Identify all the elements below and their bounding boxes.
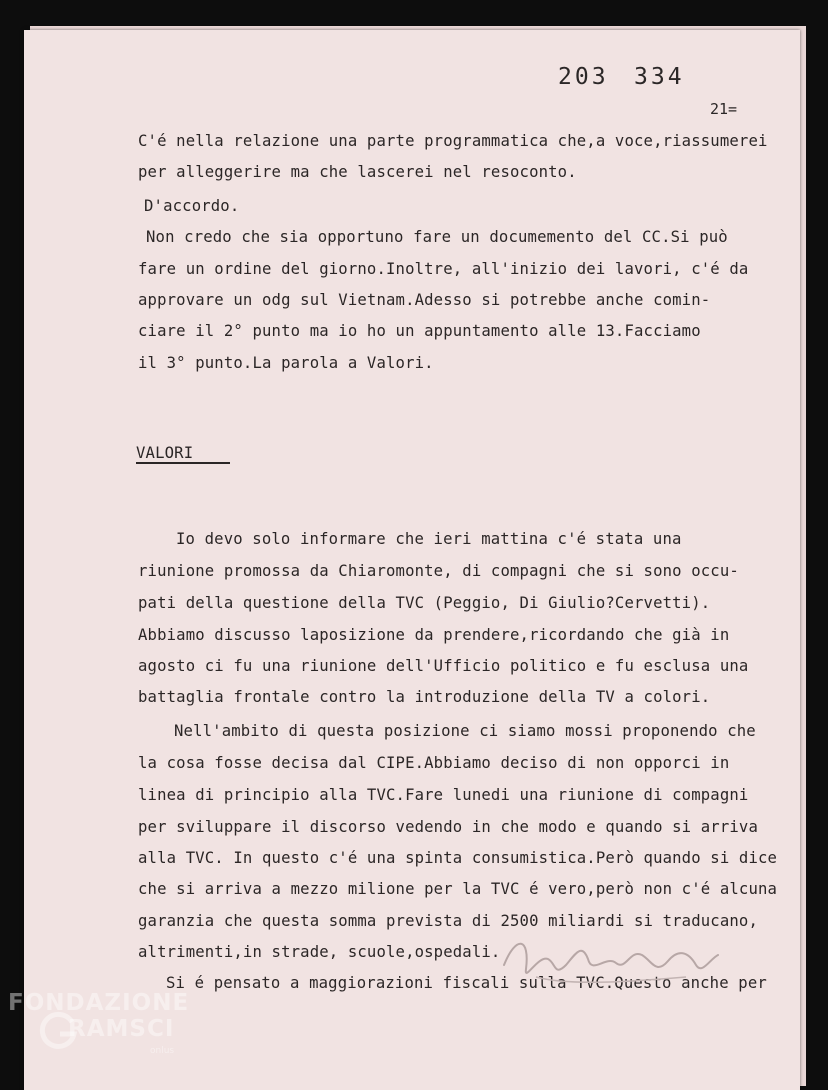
text-line: linea di principio alla TVC.Fare lunedi una riunione di compagni — [138, 786, 749, 804]
text-line: Si é pensato a maggiorazioni fiscali sulla TVC.Questo anche per — [166, 974, 767, 992]
text-line: D'accordo. — [144, 197, 240, 215]
text-line: per alleggerire ma che lascerei nel resoconto. — [138, 163, 577, 181]
speaker-heading: VALORI — [136, 444, 194, 462]
text-line: agosto ci fu una riunione dell'Ufficio politico e fu esclusa una — [138, 657, 749, 675]
text-line: che si arriva a mezzo milione per la TVC é vero,però non c'é alcuna — [138, 880, 778, 898]
text-line: C'é nella relazione una parte programmatica che,a voce,riassumerei — [138, 132, 768, 150]
text-line: riunione promossa da Chiaromonte, di compagni che si sono occu- — [138, 562, 739, 580]
speaker-underline — [136, 462, 230, 464]
text-line: pati della questione della TVC (Peggio, Di Giulio?Cervetti). — [138, 594, 711, 612]
text-line: garanzia che questa somma prevista di 2500 miliardi si traducano, — [138, 912, 758, 930]
watermark-line-2: RAMSCI — [68, 1016, 175, 1042]
text-line: il 3° punto.La parola a Valori. — [138, 354, 434, 372]
text-line: ciare il 2° punto ma io ho un appuntamento alle 13.Facciamo — [138, 322, 701, 340]
signature-scribble — [496, 925, 726, 995]
text-line: altrimenti,in strade, scuole,ospedali. — [138, 943, 501, 961]
text-line: per sviluppare il discorso vedendo in che modo e quando si arriva — [138, 818, 758, 836]
text-line: alla TVC. In questo c'é una spinta consumistica.Però quando si dice — [138, 849, 778, 867]
text-line: Abbiamo discusso laposizione da prendere,ricordando che già in — [138, 626, 730, 644]
text-line: approvare un odg sul Vietnam.Adesso si potrebbe anche comin- — [138, 291, 711, 309]
text-line: Io devo solo informare che ieri mattina c'é stata una — [176, 530, 682, 548]
text-line: Nell'ambito di questa posizione ci siamo mossi proponendo che — [174, 722, 756, 740]
page-number: 21= — [710, 100, 738, 118]
watermark-line-1: FONDAZIONE — [8, 990, 190, 1016]
text-line: Non credo che sia opportuno fare un documemento del CC.Si può — [146, 228, 728, 246]
text-line: battaglia frontale contro la introduzione della TV a colori. — [138, 688, 711, 706]
archive-number-2: 334 — [634, 64, 685, 90]
watermark-logo — [8, 990, 208, 1076]
watermark-sub: onlus — [150, 1046, 175, 1056]
text-line: la cosa fosse decisa dal CIPE.Abbiamo deciso di non opporci in — [138, 754, 730, 772]
archive-number-1: 203 — [558, 64, 609, 90]
document-page — [24, 30, 800, 1090]
text-line: fare un ordine del giorno.Inoltre, all'inizio dei lavori, c'é da — [138, 260, 749, 278]
